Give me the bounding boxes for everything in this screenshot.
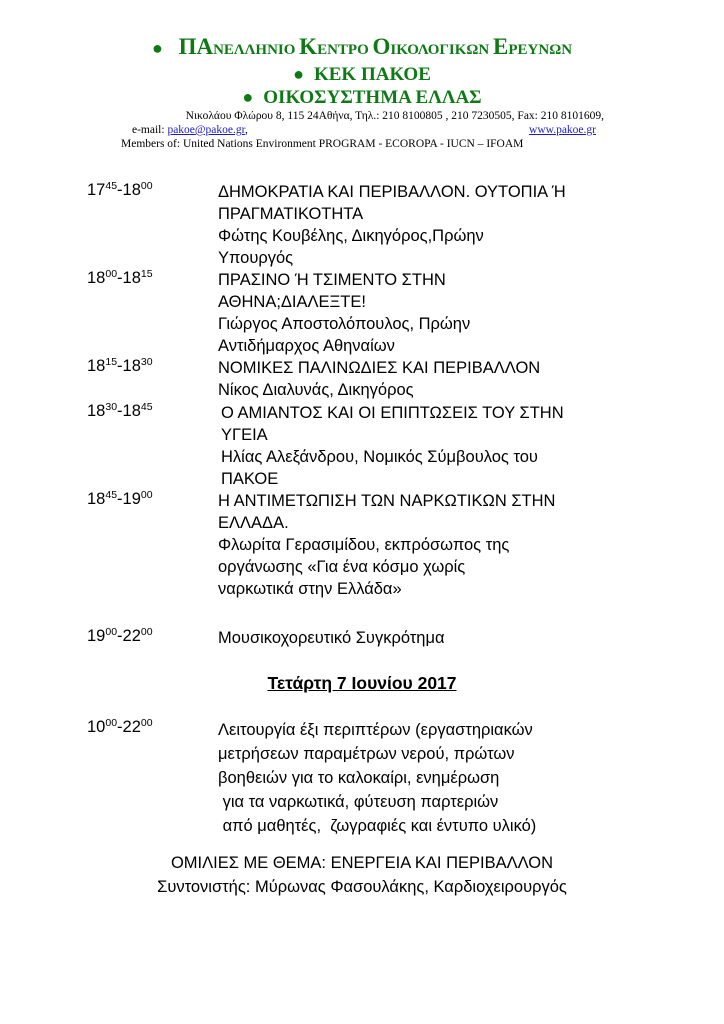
start-minute: 00	[105, 717, 118, 729]
session-title: ΟΜΙΛΙΕΣ ΜΕ ΘΕΜΑ: ΕΝΕΡΓΕΙΑ ΚΑΙ ΠΕΡΙΒΑΛΛΟΝ	[170, 854, 554, 872]
time-range	[87, 627, 153, 646]
session-description	[221, 402, 564, 490]
end-hour: 22	[122, 627, 141, 645]
end-minute: 00	[140, 489, 153, 501]
description-line: ΠΡΑΣΙΝΟ Ή ΤΣΙΜΕΝΤΟ ΣΤΗΝ	[218, 271, 446, 289]
org-subtitle-2	[0, 87, 724, 109]
end-minute: 00	[140, 180, 153, 192]
description-line: Αντιδήμαρχος Αθηναίων	[218, 337, 395, 355]
description-line: ναρκωτικά στην Ελλάδα»	[218, 580, 402, 598]
description-line: ΔΗΜΟΚΡΑΤΙΑ ΚΑΙ ΠΕΡΙΒΑΛΛΟΝ. ΟΥΤΟΠΙΑ Ή	[218, 183, 566, 201]
time-separator: -	[117, 181, 123, 199]
big-part-6: Ε	[493, 34, 509, 59]
time-range	[87, 269, 153, 288]
day-heading	[0, 673, 724, 694]
small-part-7: ΡΕΥΝΩΝ	[508, 42, 573, 58]
description-line: Υπουργός	[218, 249, 294, 267]
description-line: Φλωρίτα Γερασιμίδου, εκπρόσωπος της	[218, 536, 510, 554]
start-hour: 17	[87, 181, 106, 199]
org-subtitle-1	[0, 64, 724, 86]
website-link[interactable]: www.pakoe.gr	[529, 124, 596, 136]
description-line: οργάνωσης «Για ένα κόσμο χωρίς	[218, 558, 466, 576]
time-range	[87, 490, 153, 509]
start-minute: 15	[105, 356, 118, 368]
start-hour: 18	[87, 269, 106, 287]
address-line: Νικολάου Φλώρου 8, 115 24Αθήνα, Τηλ.: 210 8100805 , 210 7230505, Fax: 210 8101609,	[185, 110, 604, 122]
members-line: Members of: United Nations Environment PROGRAM - ECOROPA - IUCN – IFOAM	[121, 138, 524, 150]
description-line: ΕΛΛΑΔΑ.	[218, 514, 289, 532]
email-suffix: ,	[244, 124, 248, 136]
bullet-icon: ●	[151, 38, 163, 58]
description-line: ΝΟΜΙΚΕΣ ΠΑΛΙΝΩΔΙΕΣ ΚΑΙ ΠΕΡΙΒΑΛΛΟΝ	[218, 359, 541, 377]
description-line: ΠΑΚΟΕ	[221, 470, 279, 488]
day-heading-text: Τετάρτη 7 Ιουνίου 2017	[267, 673, 457, 693]
description-line: ΠΡΑΓΜΑΤΙΚΟΤΗΤΑ	[218, 205, 364, 223]
start-minute: 45	[105, 489, 118, 501]
time-range	[87, 718, 153, 737]
session-description	[218, 269, 470, 357]
description-line: βοηθειών για το καλοκαίρι, ενημέρωση	[218, 769, 500, 787]
time-separator: -	[117, 627, 123, 645]
time-separator: -	[117, 357, 123, 375]
description-line: Μουσικοχορευτικό Συγκρότημα	[218, 629, 445, 647]
description-line: Φώτης Κουβέλης, Δικηγόρος,Πρώην	[218, 227, 484, 245]
end-hour: 18	[122, 181, 141, 199]
session-description	[218, 357, 540, 401]
time-range	[87, 181, 153, 200]
bullet-icon: ●	[293, 64, 304, 84]
session-description	[218, 627, 445, 649]
end-minute: 45	[140, 401, 153, 413]
time-separator: -	[117, 269, 123, 287]
start-minute: 30	[105, 401, 118, 413]
big-part-0: ΠΑ	[178, 34, 214, 59]
session-coordinator: Συντονιστής: Μύρωνας Φασουλάκης, Καρδιοχειρουργός	[157, 878, 567, 896]
description-line: από μαθητές, ζωγραφιές και έντυπο υλικό)	[218, 817, 537, 835]
description-line: Λειτουργία έξι περιπτέρων (εργαστηριακών	[218, 721, 533, 739]
time-separator: -	[117, 402, 123, 420]
org-line2: ΚΕΚ ΠΑΚΟΕ	[313, 64, 431, 85]
time-range	[87, 402, 153, 421]
description-line: Γιώργος Αποστολόπουλος, Πρώην	[218, 315, 471, 333]
email-link[interactable]: pakoe@pakoe.gr	[167, 124, 245, 136]
bullet-icon: ●	[242, 87, 254, 107]
start-minute: 45	[105, 180, 118, 192]
end-minute: 15	[140, 268, 153, 280]
session-description	[218, 718, 536, 838]
small-part-1: ΝΕΛΛΗΝΙΟ	[213, 42, 300, 58]
start-minute: 00	[105, 626, 118, 638]
start-minute: 00	[105, 268, 118, 280]
end-hour: 19	[122, 490, 141, 508]
big-part-4: Ο	[372, 34, 391, 59]
end-hour: 18	[122, 402, 141, 420]
org-name-heading	[0, 34, 724, 60]
description-line: ΑΘΗΝΑ;ΔΙΑΛΕΞΤΕ!	[218, 293, 366, 311]
org-line3: ΟΙΚΟΣΥΣΤΗΜΑ ΕΛΛΑΣ	[263, 87, 482, 108]
big-part-2: Κ	[299, 34, 318, 59]
email-line	[132, 124, 248, 136]
end-hour: 22	[122, 718, 141, 736]
description-line: ΥΓΕΙΑ	[221, 426, 268, 444]
end-hour: 18	[122, 357, 141, 375]
start-hour: 18	[87, 490, 106, 508]
start-hour: 10	[87, 718, 106, 736]
time-separator: -	[117, 490, 123, 508]
description-line: Η ΑΝΤΙΜΕΤΩΠΙΣΗ ΤΩΝ ΝΑΡΚΩΤΙΚΩΝ ΣΤΗΝ	[218, 492, 556, 510]
start-hour: 18	[87, 402, 106, 420]
time-separator: -	[117, 718, 123, 736]
end-minute: 30	[140, 356, 153, 368]
small-part-3: ΕΝΤΡΟ	[317, 42, 373, 58]
end-minute: 00	[140, 626, 153, 638]
session-description	[218, 181, 566, 269]
email-label: e-mail:	[132, 124, 168, 136]
start-hour: 19	[87, 627, 106, 645]
session-description	[218, 490, 555, 600]
description-line: Ο ΑΜΙΑΝΤΟΣ ΚΑΙ ΟΙ ΕΠΙΠΤΩΣΕΙΣ ΤΟΥ ΣΤΗΝ	[221, 404, 564, 422]
description-line: Ηλίας Αλεξάνδρου, Νομικός Σύμβουλος του	[221, 448, 538, 466]
start-hour: 18	[87, 357, 106, 375]
small-part-5: ΙΚΟΛΟΓΙΚΩΝ	[390, 42, 494, 58]
end-hour: 18	[122, 269, 141, 287]
time-range	[87, 357, 153, 376]
description-line: για τα ναρκωτικά, φύτευση παρτεριών	[218, 793, 499, 811]
description-line: Νίκος Διαλυνάς, Δικηγόρος	[218, 381, 414, 399]
description-line: μετρήσεων παραμέτρων νερού, πρώτων	[218, 745, 515, 763]
end-minute: 00	[140, 717, 153, 729]
